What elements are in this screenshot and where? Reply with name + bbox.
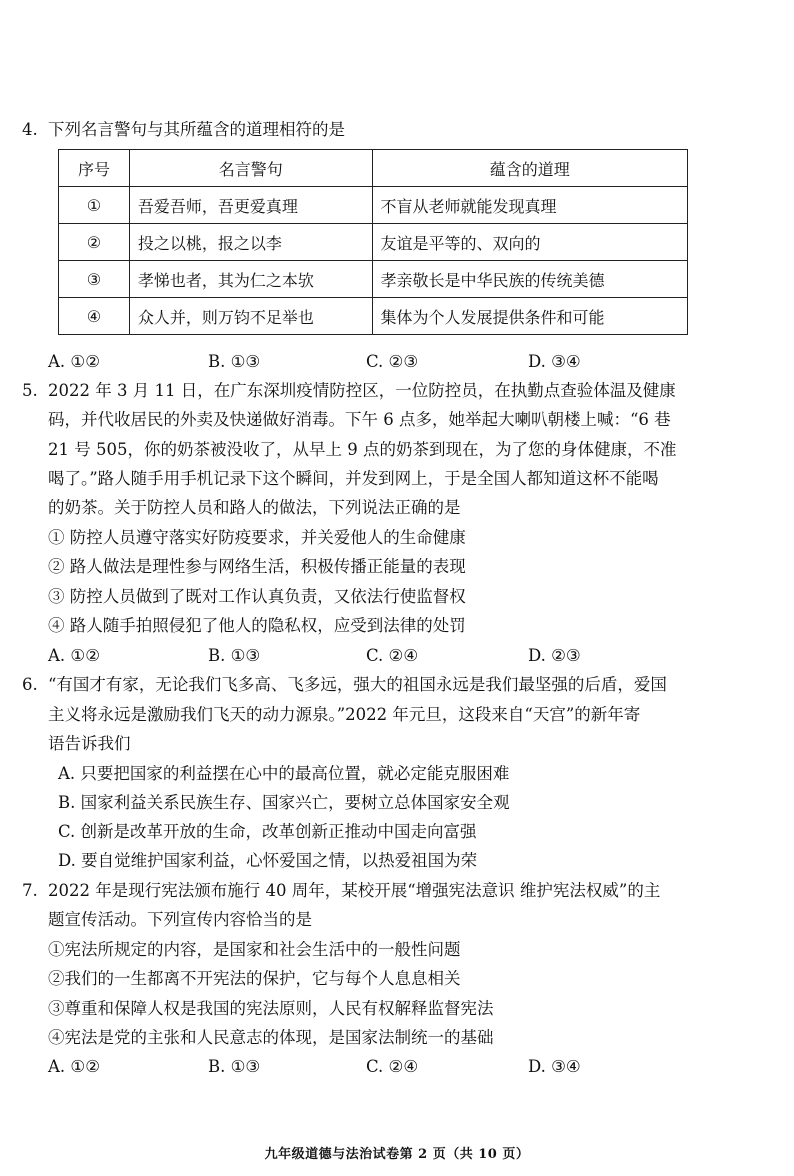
q7-line: 题宣传活动。下列宣传内容恰当的是 — [48, 910, 312, 929]
q6-text: “有国才有家，无论我们飞多高、飞多远，强大的祖国永远是我们最坚强的后盾，爱国 — [48, 675, 667, 694]
q5-option-b[interactable]: B. ①③ — [208, 646, 261, 665]
q5-line: 21 号 505，你的奶茶被没收了，从早上 9 点的奶茶到现在，为了您的身体健康，不准 — [48, 440, 677, 459]
q5-statement: ③ 防控人员做到了既对工作认真负责，又依法行使监督权 — [48, 587, 466, 606]
row-index: ④ — [59, 298, 130, 335]
row-maxim: 众人并，则万钧不足举也 — [129, 298, 372, 335]
row-maxim: 投之以桃，报之以李 — [129, 224, 372, 261]
row-index: ② — [59, 224, 130, 261]
q5-statement: ② 路人做法是理性参与网络生活，积极传播正能量的表现 — [48, 557, 466, 576]
q5-option-c[interactable]: C. ②④ — [366, 646, 419, 665]
q6-line — [22, 675, 667, 695]
row-maxim: 吾爱吾师，吾更爱真理 — [129, 187, 372, 224]
q7-statement: ①宪法所规定的内容，是国家和社会生活中的一般性问题 — [48, 940, 461, 959]
q5-line: 的奶茶。关于防控人员和路人的做法，下列说法正确的是 — [48, 498, 461, 517]
q7-text: 2022 年是现行宪法颁布施行 40 周年，某校开展“增强宪法意识 维护宪法权威”的主 — [48, 881, 661, 900]
q5-option-a[interactable]: A. ①② — [48, 646, 100, 665]
q7-statement: ④宪法是党的主张和人民意志的体现，是国家法制统一的基础 — [48, 1028, 494, 1047]
q4-stem-line — [22, 120, 345, 140]
q7-option-d[interactable]: D. ③④ — [528, 1057, 581, 1076]
q5-statement: ① 防控人员遵守落实好防疫要求，并关爱他人的生命健康 — [48, 528, 466, 547]
q5-text: 2022 年 3 月 11 日，在广东深圳疫情防控区，一位防控员，在执勤点查验体温及健康 — [48, 381, 676, 400]
q4-option-a[interactable]: A. ①② — [48, 352, 100, 371]
q4-option-b[interactable]: B. ①③ — [208, 352, 261, 371]
row-meaning: 不盲从老师就能发现真理 — [372, 187, 687, 224]
q7-line — [22, 881, 660, 901]
q5-statement: ④ 路人随手拍照侵犯了他人的隐私权，应受到法律的处罚 — [48, 616, 466, 635]
row-maxim: 孝悌也者，其为仁之本欤 — [129, 261, 372, 298]
q4-table-header — [59, 150, 688, 187]
q4-option-d[interactable]: D. ③④ — [528, 352, 581, 371]
q4-table — [58, 149, 688, 335]
q7-option-a[interactable]: A. ①② — [48, 1057, 100, 1076]
q5-option-d[interactable]: D. ②③ — [528, 646, 581, 665]
table-row — [59, 224, 688, 261]
q7-number: 7. — [22, 881, 38, 900]
row-index: ① — [59, 187, 130, 224]
header-index: 序号 — [59, 150, 130, 187]
q5-line — [22, 381, 676, 401]
table-row — [59, 261, 688, 298]
q6-number: 6. — [22, 675, 38, 694]
q6-option-c[interactable]: C. 创新是改革开放的生命，改革创新正推动中国走向富强 — [58, 822, 477, 841]
q6-option-d[interactable]: D. 要自觉维护国家利益，心怀爱国之情，以热爱祖国为荣 — [58, 851, 478, 870]
table-row — [59, 298, 688, 335]
row-meaning: 集体为个人发展提供条件和可能 — [372, 298, 687, 335]
page-footer: 九年级道德与法治试卷第 2 页（共 10 页） — [264, 1147, 530, 1162]
q4-option-c[interactable]: C. ②③ — [366, 352, 419, 371]
q6-line: 语告诉我们 — [48, 734, 131, 753]
row-index: ③ — [59, 261, 130, 298]
q7-option-b[interactable]: B. ①③ — [208, 1057, 261, 1076]
table-row — [59, 187, 688, 224]
header-maxim: 名言警句 — [129, 150, 372, 187]
q7-statement: ③尊重和保障人权是我国的宪法原则，人民有权解释监督宪法 — [48, 999, 494, 1018]
q7-statement: ②我们的一生都离不开宪法的保护，它与每个人息息相关 — [48, 969, 461, 988]
row-meaning: 孝亲敬长是中华民族的传统美德 — [372, 261, 687, 298]
header-meaning: 蕴含的道理 — [372, 150, 687, 187]
q7-option-c[interactable]: C. ②④ — [366, 1057, 419, 1076]
q5-line: 喝了。”路人随手用手机记录下这个瞬间，并发到网上，于是全国人都知道这杯不能喝 — [48, 469, 659, 488]
row-meaning: 友谊是平等的、双向的 — [372, 224, 687, 261]
q6-option-b[interactable]: B. 国家利益关系民族生存、国家兴亡，要树立总体国家安全观 — [58, 793, 510, 812]
q5-number: 5. — [22, 381, 38, 400]
q6-option-a[interactable]: A. 只要把国家的利益摆在心中的最高位置，就必定能克服困难 — [58, 764, 510, 783]
q5-line: 码，并代收居民的外卖及快递做好消毒。下午 6 点多，她举起大喇叭朝楼上喊：“6 巷 — [48, 410, 671, 429]
q6-line: 主义将永远是激励我们飞天的动力源泉。”2022 年元旦，这段来自“天宫”的新年寄 — [48, 705, 641, 724]
q4-stem: 下列名言警句与其所蕴含的道理相符的是 — [48, 120, 345, 139]
q4-number: 4. — [22, 120, 38, 139]
